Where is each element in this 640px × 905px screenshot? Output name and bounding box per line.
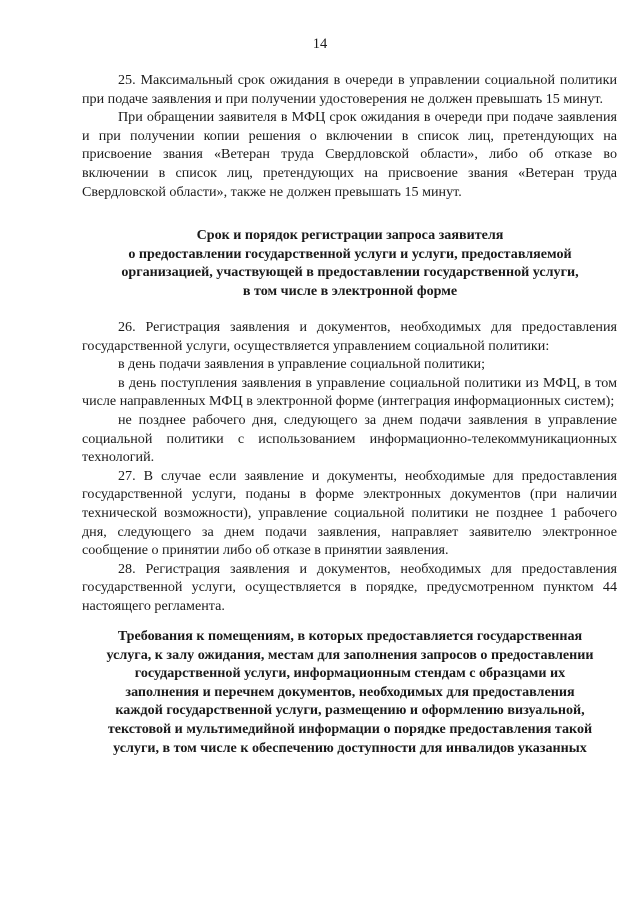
heading-line: Срок и порядок регистрации запроса заявителя [196, 227, 504, 243]
paragraph-27: 27. В случае если заявление и документы, необходимые для предоставления государственной услуги, поданы в форме электронных документов (при наличии технической возможности), управление социальной политики не позднее 1 рабочего дня, следующего за днем подачи заявления, направляет заявителю электронное сообщение о принятии либо об отказе в принятии заявления. [82, 467, 617, 559]
heading-line: текстовой и мультимедийной информации о порядке предоставления такой [107, 720, 593, 737]
section-registration [82, 318, 617, 616]
paragraph-26: 26. Регистрация заявления и документов, необходимых для предоставления государственной услуги, осуществляется управлением социальной политики: [82, 319, 617, 354]
heading-registration [90, 226, 610, 300]
paragraph-26-item-1: в день подачи заявления в управление социальной политики; [118, 356, 486, 373]
heading-line: услуга, к залу ожидания, местам для заполнения запросов о предоставлении [106, 646, 594, 663]
heading-line: заполнения и перечнем документов, необходимых для предоставления [125, 683, 575, 700]
section-waiting-time [82, 71, 617, 201]
heading-line: государственной услуги, информационным стендам с образцами их [134, 665, 566, 682]
paragraph-26-item-3: не позднее рабочего дня, следующего за днем подачи заявления в управление социальной политики с использованием информационно-телекоммуникационных технологий. [82, 411, 617, 466]
page-number: 14 [312, 36, 328, 52]
paragraph-28: 28. Регистрация заявления и документов, необходимых для предоставления государственной услуги, осуществляется в порядке, предусмотренном пунктом 44 настоящего регламента. [82, 560, 617, 614]
heading-line: каждой государственной услуги, размещению и оформлению визуальной, [115, 702, 585, 719]
heading-line: услуги, в том числе к обеспечению доступности для инвалидов указанных [113, 739, 587, 756]
paragraph-25: 25. Максимальный срок ожидания в очереди в управлении социальной политики при подаче заявления и при получении удостоверения не должен превышать 15 минут. [82, 72, 617, 107]
heading-premises [90, 627, 610, 757]
heading-line: Требования к помещениям, в которых предоставляется государственная [117, 628, 583, 644]
paragraph-25-mfc: При обращении заявителя в МФЦ срок ожидания в очереди при подаче заявления и при получении копии решения о включении в список лиц, претендующих на присвоение звания «Ветеран труда Свердловской области», либо об отказе во включении в список лиц, претендующих на присвоение звания «Ветеран труда Свердловской области», также не должен превышать 15 минут. [82, 109, 617, 200]
heading-line: о предоставлении государственной услуги и услуги, предоставляемой [128, 245, 572, 262]
paragraph-26-item-2: в день поступления заявления в управление социальной политики из МФЦ, в том числе направленных МФЦ в электронной форме (интеграция информационных систем); [82, 374, 617, 410]
heading-line: в том числе в электронной форме [242, 282, 458, 299]
heading-line: организацией, участвующей в предоставлении государственной услуги, [121, 264, 579, 281]
